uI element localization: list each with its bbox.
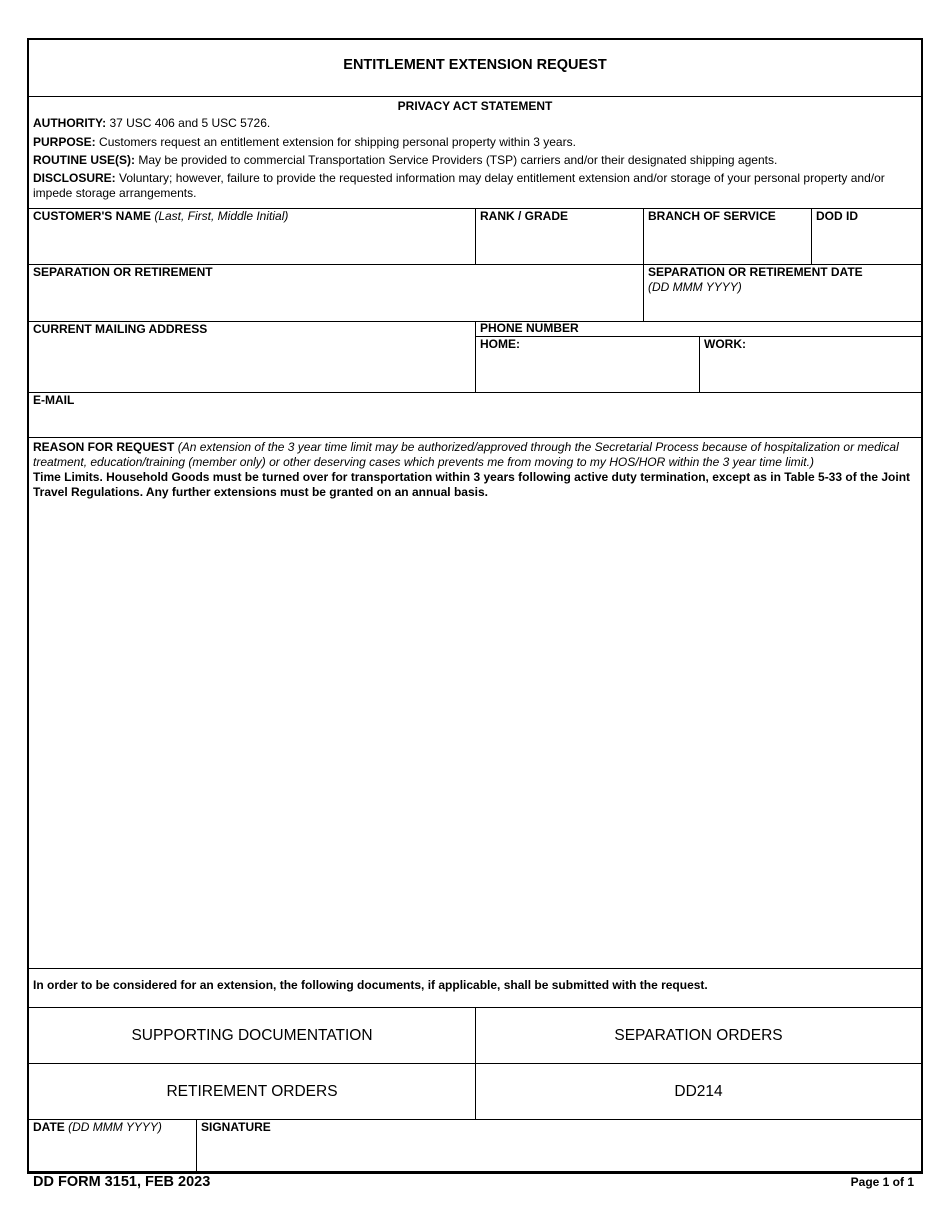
supporting-documentation-cell	[29, 1008, 475, 1063]
customer-name-field[interactable]	[33, 209, 288, 224]
home-phone-label[interactable]: HOME:	[480, 337, 520, 351]
signature-label[interactable]: SIGNATURE	[201, 1120, 271, 1134]
divider	[29, 437, 921, 438]
divider	[29, 968, 921, 969]
authority-label: AUTHORITY:	[33, 116, 107, 130]
disclosure-text: Voluntary; however, failure to provide the requested information may delay entitlement extension and/or storage of your personal property and/or impede storage arrangements.	[33, 171, 885, 200]
dod-id-label[interactable]: DOD ID	[816, 209, 858, 223]
divider	[699, 336, 700, 392]
divider	[29, 392, 921, 393]
privacy-act-heading: PRIVACY ACT STATEMENT	[397, 99, 553, 113]
separation-orders-cell	[476, 1008, 921, 1063]
routine-use-label: ROUTINE USE(S):	[33, 153, 135, 167]
divider	[475, 208, 476, 264]
branch-of-service-label[interactable]: BRANCH OF SERVICE	[648, 209, 776, 223]
divider	[475, 336, 921, 337]
customer-name-label: CUSTOMER'S NAME	[33, 209, 151, 223]
customer-name-hint: (Last, First, Middle Initial)	[154, 209, 289, 223]
separation-or-retirement-label[interactable]: SEPARATION OR RETIREMENT	[33, 265, 213, 279]
date-field[interactable]	[33, 1120, 162, 1135]
phone-number-label: PHONE NUMBER	[480, 321, 579, 335]
disclosure-line	[33, 171, 917, 201]
authority-text: 37 USC 406 and 5 USC 5726.	[106, 116, 271, 130]
purpose-text: Customers request an entitlement extension for shipping personal property within 3 years.	[95, 135, 576, 149]
dd214-cell	[476, 1064, 921, 1119]
purpose-label: PURPOSE:	[33, 135, 96, 149]
disclosure-label: DISCLOSURE:	[33, 171, 116, 185]
form-id: DD FORM 3151, FEB 2023	[33, 1174, 211, 1190]
authority-line	[33, 116, 917, 131]
dd214-label: DD214	[674, 1082, 723, 1100]
entitlement-extension-form	[27, 38, 923, 1174]
documents-note: In order to be considered for an extension, the following documents, if applicable, shall be submitted with the request.	[33, 978, 708, 992]
separation-date-field[interactable]	[648, 265, 863, 295]
reason-for-request-field[interactable]	[33, 440, 915, 500]
separation-date-label: SEPARATION OR RETIREMENT DATE	[648, 265, 863, 279]
time-limits-text: Time Limits. Household Goods must be turned over for transportation within 3 years following active duty termination, except as in Table 5-33 of the Joint Travel Regulations. Any further extensions must be granted on an annual basis.	[33, 470, 911, 499]
divider	[475, 321, 476, 392]
form-title: ENTITLEMENT EXTENSION REQUEST	[343, 57, 607, 73]
date-label: DATE	[33, 1120, 65, 1134]
work-phone-label[interactable]: WORK:	[704, 337, 746, 351]
purpose-line	[33, 135, 917, 150]
routine-use-line	[33, 153, 917, 168]
divider	[196, 1119, 197, 1174]
email-label[interactable]: E-MAIL	[33, 393, 75, 407]
divider	[29, 1119, 921, 1120]
mailing-address-label[interactable]: CURRENT MAILING ADDRESS	[33, 322, 208, 336]
routine-use-text: May be provided to commercial Transportation Service Providers (TSP) carriers and/or their designated shipping agents.	[135, 153, 778, 167]
reason-hint: (An extension of the 3 year time limit may be authorized/approved through the Secretarial Process because of hospitalization or medical treatment, education/training (member only) or other deserving cases which prevents me from moving to my HOS/HOR within the 3 year time limit.)	[33, 440, 899, 469]
supporting-documentation-label: SUPPORTING DOCUMENTATION	[131, 1026, 373, 1044]
divider	[811, 208, 812, 264]
page-number: Page 1 of 1	[850, 1175, 914, 1189]
divider	[29, 96, 921, 97]
retirement-orders-label: RETIREMENT ORDERS	[166, 1082, 338, 1100]
separation-date-hint: (DD MMM YYYY)	[648, 280, 742, 294]
rank-grade-label[interactable]: RANK / GRADE	[480, 209, 569, 223]
retirement-orders-cell	[29, 1064, 475, 1119]
date-hint: (DD MMM YYYY)	[68, 1120, 162, 1134]
separation-orders-label: SEPARATION ORDERS	[614, 1026, 783, 1044]
reason-label: REASON FOR REQUEST	[33, 440, 175, 454]
